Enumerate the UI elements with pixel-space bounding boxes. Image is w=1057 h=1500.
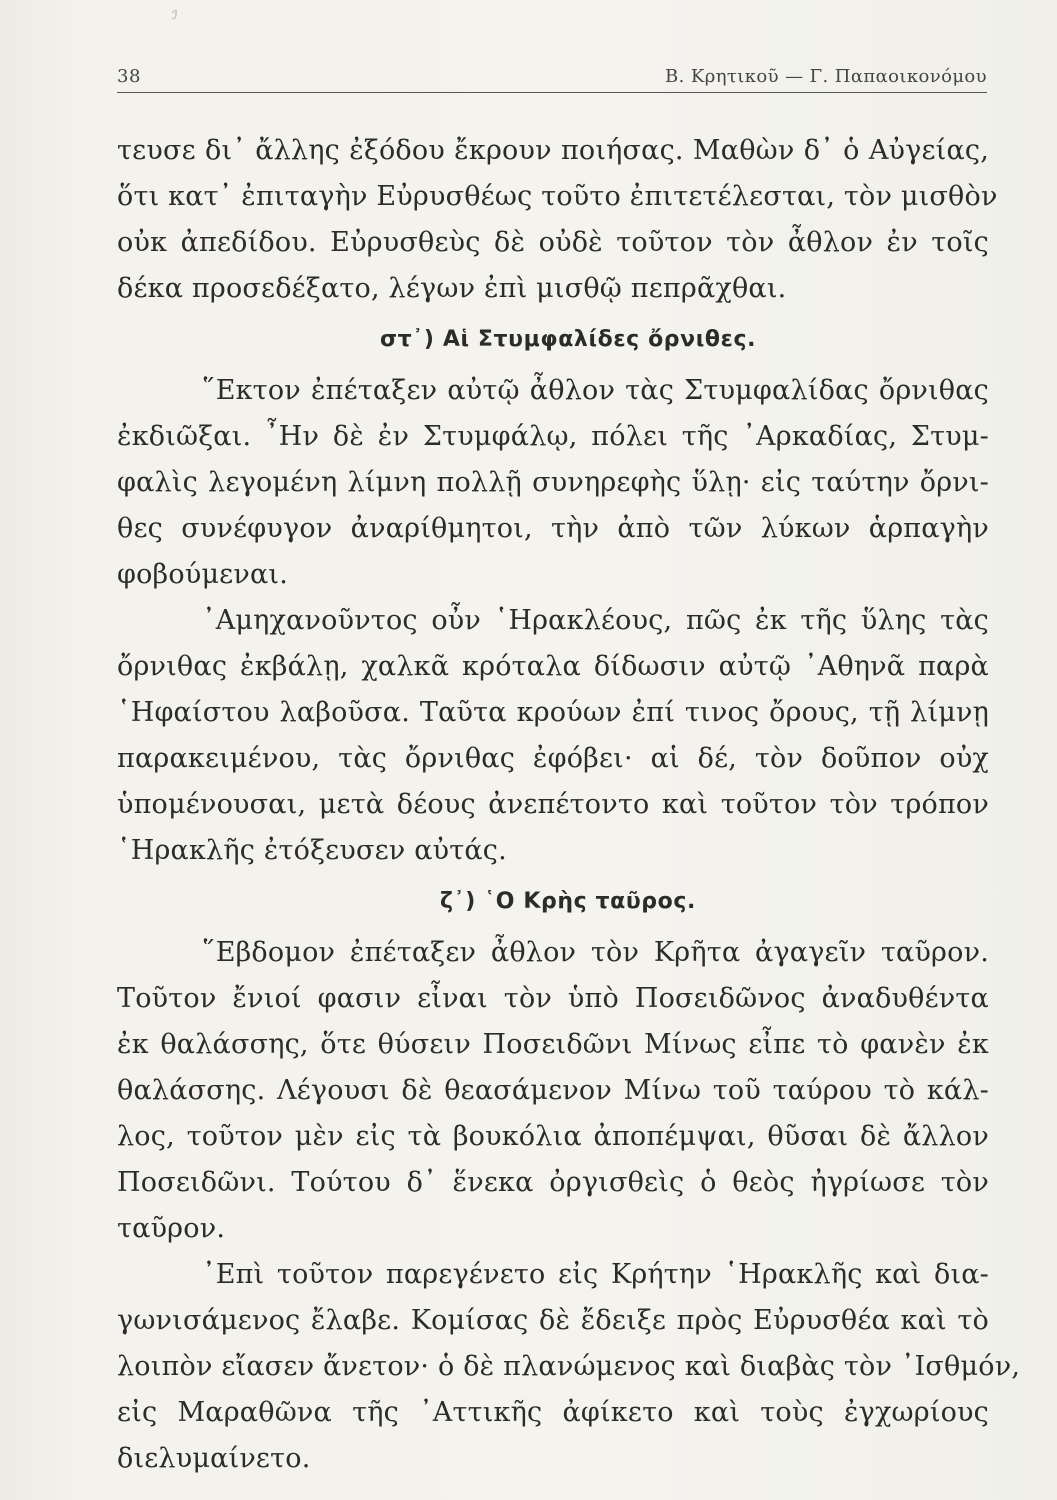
running-head: Β. Κρητικοῦ — Γ. Παπαοικονόμου [665,66,987,87]
text-line: εἰς Μαραθῶνα τῆς ᾿Αττικῆς ἀφίκετο καὶ τοὺς ἐγχωρίους [117,1397,989,1428]
section-heading: στ᾽) Αἱ Στυμφαλίδες ὄρνιθες. [379,327,757,352]
text-line: ἐκδιῶξαι. ῏Ην δὲ ἐν Στυμφάλῳ, πόλει τῆς ᾿Αρκαδίας, Στυμ- [117,421,989,452]
body-text [117,128,1021,1482]
text-line: τευσε δι᾽ ἄλλης ἐξόδου ἔκρουν ποιήσας. Μαθὼν δ᾽ ὁ Αὐγείας, [117,135,989,166]
text-line: φαλὶς λεγομένη λίμνη πολλῇ συνηρεφὴς ὕλῃ· εἰς ταύτην ὄρνι- [117,467,989,498]
text-line: ᾿Αμηχανοῦντος οὖν ῾Ηρακλέους, πῶς ἐκ τῆς ὕλης τὰς [202,605,989,636]
text-line: οὐκ ἀπεδίδου. Εὐρυσθεὺς δὲ οὐδὲ τοῦτον τὸν ἆθλον ἐν τοῖς [117,227,989,258]
text-line: φοβούμεναι. [117,559,288,590]
text-line: ῾Ηφαίστου λαβοῦσα. Ταῦτα κρούων ἐπί τινος ὄρους, τῇ λίμνῃ [117,697,989,728]
text-line: λοιπὸν εἴασεν ἄνετον· ὁ δὲ πλανώμενος καὶ διαβὰς τὸν ᾿Ισθμόν, [117,1351,1021,1382]
text-line: ῞Εκτον ἐπέταξεν αὐτῷ ἆθλον τὰς Στυμφαλίδας ὄρνιθας [202,375,989,406]
text-line: Ποσειδῶνι. Τούτου δ᾽ ἕνεκα ὀργισθεὶς ὁ θεὸς ἠγρίωσε τὸν [117,1167,989,1198]
text-line: Τοῦτον ἔνιοί φασιν εἶναι τὸν ὑπὸ Ποσειδῶνος ἀναδυθέντα [117,983,989,1014]
section-heading: ζ᾽) ῾Ο Κρὴς ταῦρος. [440,889,696,914]
text-line: ᾿Επὶ τοῦτον παρεγένετο εἰς Κρήτην ῾Ηρακλῆς καὶ δια- [202,1259,989,1290]
text-line: θες συνέφυγον ἀναρίθμητοι, τὴν ἀπὸ τῶν λύκων ἁρπαγὴν [117,513,989,544]
text-line: θαλάσσης. Λέγουσι δὲ θεασάμενον Μίνω τοῦ ταύρου τὸ κάλ- [117,1075,989,1106]
corner-mark: ℐ [172,8,178,22]
text-line: δέκα προσεδέξατο, λέγων ἐπὶ μισθῷ πεπρᾶχθαι. [117,273,787,304]
text-line: ἐκ θαλάσσης, ὅτε θύσειν Ποσειδῶνι Μίνως εἶπε τὸ φανὲν ἐκ [117,1029,989,1060]
text-line: ὑπομένουσαι, μετὰ δέους ἀνεπέτοντο καὶ τοῦτον τὸν τρόπον [117,789,989,820]
text-line: λος, τοῦτον μὲν εἰς τὰ βουκόλια ἀποπέμψαι, θῦσαι δὲ ἄλλον [117,1121,989,1152]
page-number: 38 [117,66,141,87]
text-line: παρακειμένου, τὰς ὄρνιθας ἐφόβει· αἱ δέ, τὸν δοῦπον οὐχ [117,743,989,774]
text-line: ῞Εβδομον ἐπέταξεν ἆθλον τὸν Κρῆτα ἀγαγεῖν ταῦρον. [202,937,989,968]
text-line: διελυμαίνετο. [117,1443,311,1474]
text-line: γωνισάμενος ἔλαβε. Κομίσας δὲ ἔδειξε πρὸς Εὐρυσθέα καὶ τὸ [117,1305,989,1336]
page-header [117,62,987,93]
text-line: ὅτι κατ᾽ ἐπιταγὴν Εὐρυσθέως τοῦτο ἐπιτετέλεσται, τὸν μισθὸν [117,181,998,212]
text-line: ταῦρον. [117,1213,226,1244]
text-line: ὄρνιθας ἐκβάλῃ, χαλκᾶ κρόταλα δίδωσιν αὐτῷ ᾿Αθηνᾶ παρὰ [117,651,989,682]
text-line: ῾Ηρακλῆς ἐτόξευσεν αὐτάς. [117,835,507,866]
